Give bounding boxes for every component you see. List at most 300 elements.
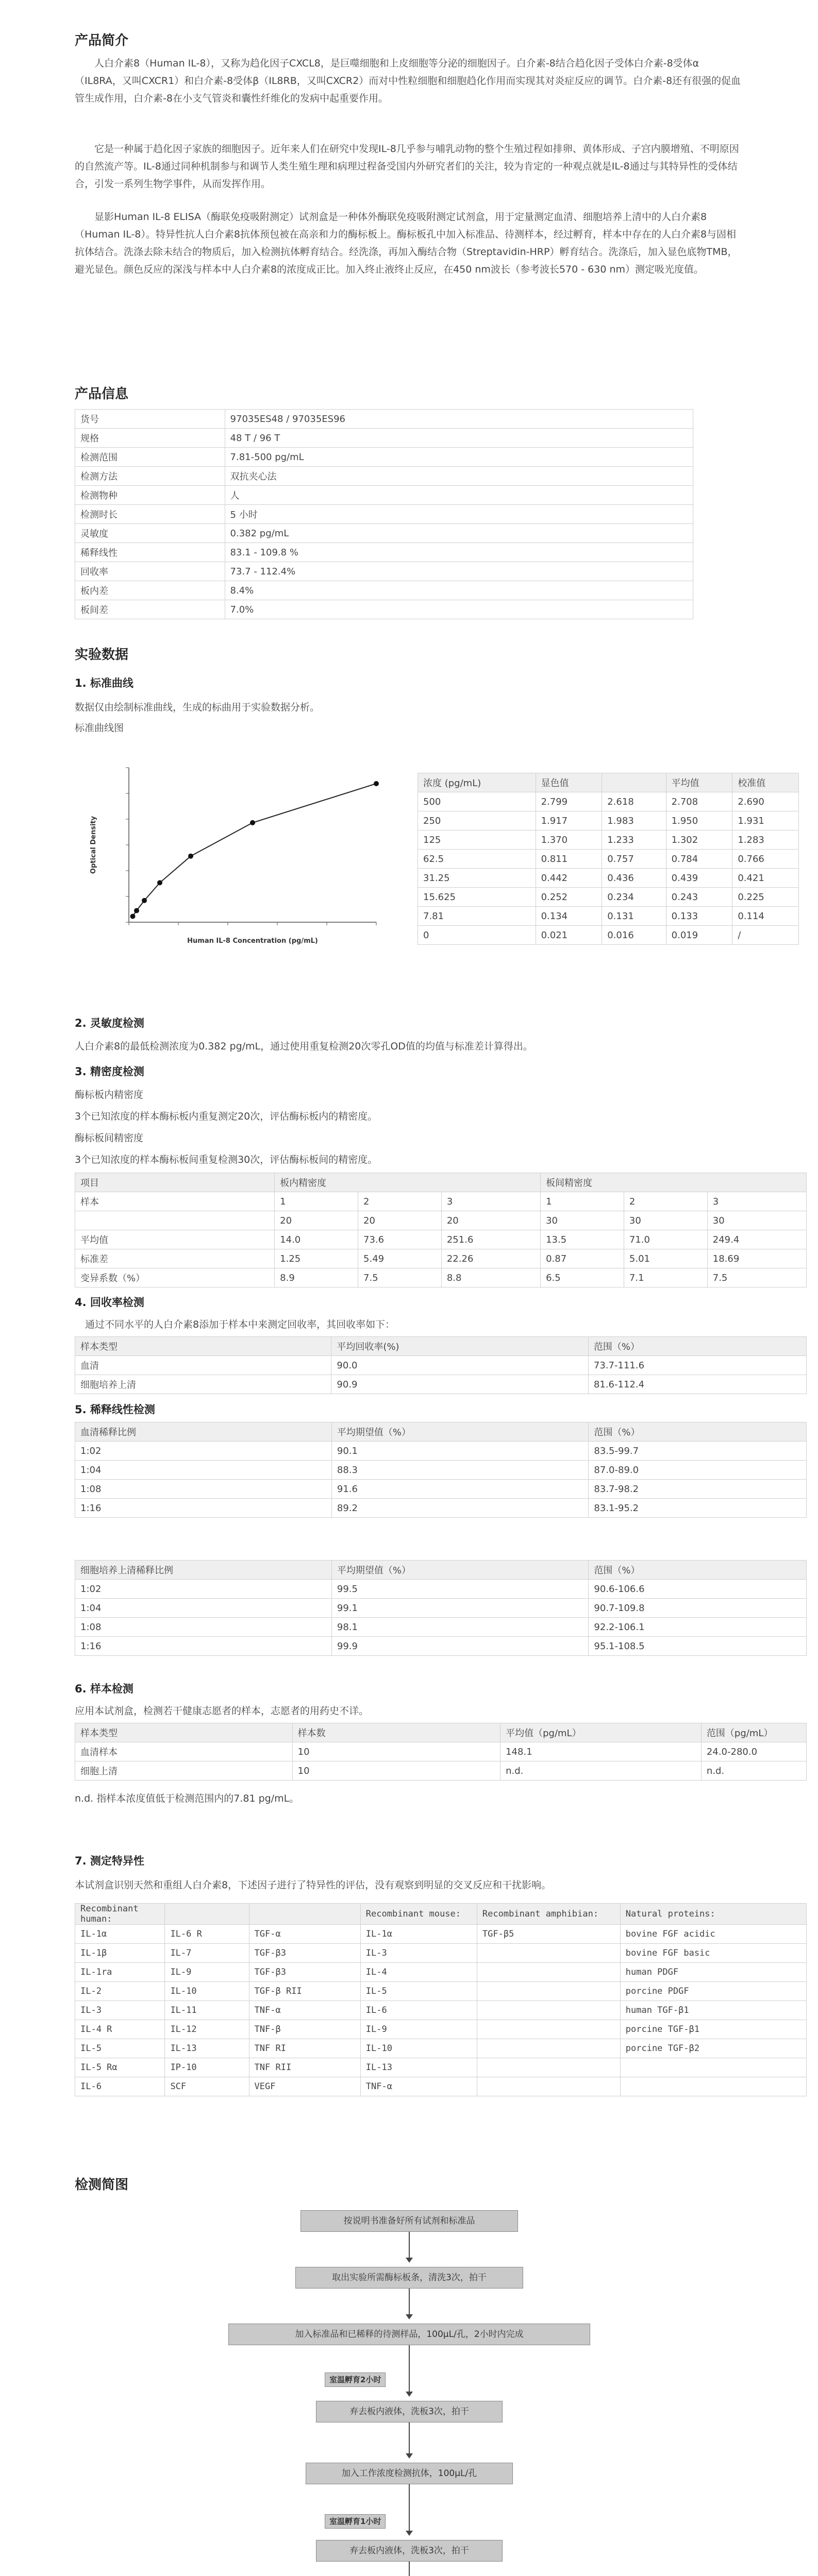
table-cell: 项目 xyxy=(75,1173,275,1192)
table-row xyxy=(75,486,693,505)
data-point xyxy=(188,854,193,859)
specificity-title: 7. 测定特异性 xyxy=(75,1855,144,1867)
table-cell xyxy=(602,773,666,792)
table-cell: 62.5 xyxy=(418,850,536,869)
table-cell: 5 小时 xyxy=(225,505,693,524)
table-cell: 148.1 xyxy=(500,1742,702,1761)
table-header-row xyxy=(75,1561,807,1580)
table-cell: bovine FGF acidic xyxy=(620,1925,806,1944)
table-cell: 0.225 xyxy=(732,888,799,907)
table-cell: 1.370 xyxy=(536,831,602,850)
standard-curve-table xyxy=(418,773,799,945)
table-cell xyxy=(477,2058,620,2077)
table-cell: 双抗夹心法 xyxy=(225,467,693,486)
table-row xyxy=(75,1268,807,1287)
table-cell: 校准值 xyxy=(732,773,799,792)
table-cell: 90.9 xyxy=(331,1375,589,1394)
table-row xyxy=(75,1480,807,1499)
table-row xyxy=(75,600,693,619)
std-curve-label: 标准曲线图 xyxy=(75,722,124,734)
data-point xyxy=(250,820,255,825)
table-row xyxy=(75,410,693,429)
table-cell: 板间差 xyxy=(75,600,225,619)
table-row xyxy=(75,1442,807,1461)
table-cell: 95.1-108.5 xyxy=(589,1637,807,1656)
std-curve-desc: 数据仅由绘制标准曲线，生成的标曲用于实验数据分析。 xyxy=(75,702,320,713)
table-cell: 88.3 xyxy=(331,1461,589,1480)
table-header-row xyxy=(75,1422,807,1442)
table-cell: 1:16 xyxy=(75,1637,332,1656)
sensitivity-desc: 人白介素8的最低检测浓度为0.382 pg/mL，通过使用重复检测20次零孔OD值的均值与标准差计算得出。 xyxy=(75,1041,533,1052)
table-row xyxy=(418,811,799,831)
table-row xyxy=(75,2039,807,2058)
table-cell: 125 xyxy=(418,831,536,850)
table-row xyxy=(418,792,799,811)
table-cell: 0.134 xyxy=(536,907,602,926)
flow-title: 检测简图 xyxy=(75,2177,129,2193)
table-cell: 0.442 xyxy=(536,869,602,888)
table-cell: 3 xyxy=(707,1192,806,1211)
table-cell: 板内精密度 xyxy=(275,1173,541,1192)
table-cell xyxy=(249,1904,360,1925)
table-cell: 0.766 xyxy=(732,850,799,869)
table-cell: / xyxy=(732,926,799,945)
table-cell: IL-7 xyxy=(165,1944,249,1963)
table-cell: 0.784 xyxy=(666,850,732,869)
table-row xyxy=(418,831,799,850)
table-cell: 0.252 xyxy=(536,888,602,907)
table-cell: 5.01 xyxy=(624,1249,707,1268)
table-cell: 细胞培养上清 xyxy=(75,1375,331,1394)
table-cell: IL-13 xyxy=(165,2039,249,2058)
table-header-row xyxy=(75,1337,807,1356)
table-cell: 249.4 xyxy=(707,1230,806,1249)
table-cell: 7.1 xyxy=(624,1268,707,1287)
table-cell: 18.69 xyxy=(707,1249,806,1268)
data-point xyxy=(157,880,162,885)
table-cell: 97035ES48 / 97035ES96 xyxy=(225,410,693,429)
table-cell: 范围（%） xyxy=(589,1561,807,1580)
table-cell: Natural proteins: xyxy=(620,1904,806,1925)
table-cell: porcine PDGF xyxy=(620,1982,806,2001)
table-row xyxy=(75,1230,807,1249)
table-cell: 31.25 xyxy=(418,869,536,888)
table-cell: 样本类型 xyxy=(75,1337,331,1356)
table-cell: 15.625 xyxy=(418,888,536,907)
table-cell: Recombinant human: xyxy=(75,1904,165,1925)
table-cell: 2.618 xyxy=(602,792,666,811)
table-cell: 稀释线性 xyxy=(75,543,225,562)
table-cell xyxy=(620,2077,806,2096)
table-cell: 0.87 xyxy=(541,1249,624,1268)
table-cell: IL-1α xyxy=(75,1925,165,1944)
table-header-row xyxy=(75,1723,807,1742)
table-cell: 范围（pg/mL） xyxy=(701,1723,806,1742)
table-cell: 1:16 xyxy=(75,1499,332,1518)
sample-table xyxy=(75,1723,807,1781)
table-row xyxy=(75,1618,807,1637)
table-row xyxy=(75,581,693,600)
recovery-table xyxy=(75,1336,807,1394)
specificity-desc: 本试剂盒识别天然和重组人白介素8，下述因子进行了特异性的评估，没有观察到明显的交叉反应和干扰影响。 xyxy=(75,1879,552,1891)
table-cell: VEGF xyxy=(249,2077,360,2096)
table-cell: 99.9 xyxy=(331,1637,589,1656)
table-cell: 90.0 xyxy=(331,1356,589,1375)
table-cell: 6.5 xyxy=(541,1268,624,1287)
table-cell: IL-12 xyxy=(165,2020,249,2039)
table-cell xyxy=(620,2058,806,2077)
table-cell: 83.1 - 109.8 % xyxy=(225,543,693,562)
data-point xyxy=(142,898,147,903)
table-cell: 71.0 xyxy=(624,1230,707,1249)
flow-step-2: 取出实验所需酶标板条，清洗3次，拍干 xyxy=(295,2267,523,2289)
precision-inter-desc: 3个已知浓度的样本酶标板间重复检测30次，评估酶标板间的精密度。 xyxy=(75,1154,378,1165)
table-row xyxy=(418,850,799,869)
flow-arrow-icon xyxy=(409,2562,410,2576)
table-cell: Recombinant mouse: xyxy=(360,1904,477,1925)
table-cell: 1.950 xyxy=(666,811,732,831)
table-cell: 0.133 xyxy=(666,907,732,926)
std-curve-title: 1. 标准曲线 xyxy=(75,677,133,689)
table-cell: TGF-β RII xyxy=(249,1982,360,2001)
table-cell: 货号 xyxy=(75,410,225,429)
table-row xyxy=(418,907,799,926)
table-cell: 回收率 xyxy=(75,562,225,581)
table-cell: 血清稀释比例 xyxy=(75,1422,332,1442)
table-cell: 细胞上清 xyxy=(75,1761,293,1781)
table-cell: SCF xyxy=(165,2077,249,2096)
table-cell: porcine TGF-β2 xyxy=(620,2039,806,2058)
table-cell: 5.49 xyxy=(358,1249,442,1268)
table-cell: IL-3 xyxy=(75,2001,165,2020)
table-cell: 0.382 pg/mL xyxy=(225,524,693,543)
table-cell: IL-5 xyxy=(75,2039,165,2058)
table-cell: 14.0 xyxy=(275,1230,358,1249)
sensitivity-title: 2. 灵敏度检测 xyxy=(75,1017,144,1029)
table-cell: 7.0% xyxy=(225,600,693,619)
table-row xyxy=(75,429,693,448)
table-cell: 30 xyxy=(541,1211,624,1230)
table-cell: 73.6 xyxy=(358,1230,442,1249)
table-cell: 48 T / 96 T xyxy=(225,429,693,448)
x-axis-label: Human IL-8 Concentration (pg/mL) xyxy=(187,937,318,945)
table-row xyxy=(75,1375,807,1394)
table-row xyxy=(75,1249,807,1268)
table-cell: 检测物种 xyxy=(75,486,225,505)
table-cell: 0.019 xyxy=(666,926,732,945)
table-cell: 0.114 xyxy=(732,907,799,926)
table-row xyxy=(75,1356,807,1375)
table-cell: 1.233 xyxy=(602,831,666,850)
precision-intra-desc: 3个已知浓度的样本酶标板内重复测定20次，评估酶标板内的精密度。 xyxy=(75,1111,378,1122)
table-cell: 87.0-89.0 xyxy=(589,1461,807,1480)
table-cell: TNF-α xyxy=(360,2077,477,2096)
table-cell: 8.8 xyxy=(441,1268,540,1287)
table-cell: 20 xyxy=(358,1211,442,1230)
flow-arrow-icon xyxy=(409,2289,410,2318)
table-row xyxy=(75,1761,807,1781)
table-cell: 标准差 xyxy=(75,1249,275,1268)
table-row xyxy=(75,562,693,581)
table-cell: 1.917 xyxy=(536,811,602,831)
sample-title: 6. 样本检测 xyxy=(75,1683,133,1695)
table-row xyxy=(75,448,693,467)
table-cell: 平均值（pg/mL） xyxy=(500,1723,702,1742)
table-cell: IL-1ra xyxy=(75,1963,165,1982)
table-cell: IL-6 R xyxy=(165,1925,249,1944)
table-cell: IL-1α xyxy=(360,1925,477,1944)
table-cell: IL-5 Rα xyxy=(75,2058,165,2077)
table-cell xyxy=(477,1963,620,1982)
dilution-title: 5. 稀释线性检测 xyxy=(75,1403,155,1416)
table-cell: IL-10 xyxy=(360,2039,477,2058)
table-cell: IL-3 xyxy=(360,1944,477,1963)
table-header-row xyxy=(418,773,799,792)
product-info-table xyxy=(75,409,693,619)
table-cell: 1:02 xyxy=(75,1580,332,1599)
flow-step-3: 加入标准品和已稀释的待测样品，100μL/孔，2小时内完成 xyxy=(228,2324,590,2345)
table-cell: 1:04 xyxy=(75,1599,332,1618)
flow-step-1: 按说明书准备好所有试剂和标准品 xyxy=(301,2210,518,2232)
precision-intra-label: 酶标板内精密度 xyxy=(75,1089,144,1100)
table-cell: IP-10 xyxy=(165,2058,249,2077)
sample-note: n.d. 指样本浓度值低于检测范围内的7.81 pg/mL。 xyxy=(75,1793,299,1804)
table-cell: 89.2 xyxy=(331,1499,589,1518)
flow-step-5: 加入工作浓度检测抗体，100μL/孔 xyxy=(306,2463,513,2484)
table-cell: 1:08 xyxy=(75,1618,332,1637)
table-cell xyxy=(477,1944,620,1963)
table-cell: 90.6-106.6 xyxy=(589,1580,807,1599)
table-cell: TNF RI xyxy=(249,2039,360,2058)
table-cell: 1 xyxy=(275,1192,358,1211)
table-cell: 83.7-98.2 xyxy=(589,1480,807,1499)
table-cell: 500 xyxy=(418,792,536,811)
table-cell: 0.234 xyxy=(602,888,666,907)
table-row xyxy=(75,2020,807,2039)
table-cell: 99.1 xyxy=(331,1599,589,1618)
table-cell: 0.131 xyxy=(602,907,666,926)
table-cell: 范围（%） xyxy=(588,1337,806,1356)
table-cell: 细胞培养上清稀释比例 xyxy=(75,1561,332,1580)
flow-step-4: 弃去板内液体，洗板3次，拍干 xyxy=(316,2401,503,2422)
table-cell: 0.436 xyxy=(602,869,666,888)
table-cell: 81.6-112.4 xyxy=(588,1375,806,1394)
table-cell: 30 xyxy=(624,1211,707,1230)
table-cell: 7.81-500 pg/mL xyxy=(225,448,693,467)
table-cell: 检测时长 xyxy=(75,505,225,524)
table-cell: IL-4 R xyxy=(75,2020,165,2039)
table-row xyxy=(75,1637,807,1656)
table-cell: 平均期望值（%） xyxy=(331,1422,589,1442)
recovery-desc: 通过不同水平的人白介素8添加于样本中来测定回收率，其回收率如下： xyxy=(85,1319,395,1330)
flow-step-6: 弃去板内液体，洗板3次，拍干 xyxy=(316,2540,503,2562)
table-row xyxy=(75,1963,807,1982)
table-cell: 血清 xyxy=(75,1356,331,1375)
intro-paragraph-2: 它是一种属于趋化因子家族的细胞因子。近年来人们在研究中发现IL-8几乎参与哺乳动物的整个生殖过程如排卵、黄体形成、子宫内膜增殖、不明原因的自然流产等。IL-8通过同种机制参与和调节人类生殖生理和病理过程备受国内外研究者们的关注，较为肯定的一种观点就是IL-8通过与其特异性的受体结合，引发一系列生物学事件，从而发挥作用。 xyxy=(75,143,739,190)
table-cell: 检测方法 xyxy=(75,467,225,486)
table-cell: 7.81 xyxy=(418,907,536,926)
table-cell xyxy=(477,2039,620,2058)
table-cell: 规格 xyxy=(75,429,225,448)
table-cell: 83.5-99.7 xyxy=(589,1442,807,1461)
table-row xyxy=(75,1925,807,1944)
table-cell: TNF RII xyxy=(249,2058,360,2077)
table-cell: 0.243 xyxy=(666,888,732,907)
table-cell: 0.811 xyxy=(536,850,602,869)
table-cell: IL-5 xyxy=(360,1982,477,2001)
flow-arrow-icon xyxy=(409,2345,410,2396)
table-cell: 检测范围 xyxy=(75,448,225,467)
table-cell: 板内差 xyxy=(75,581,225,600)
table-cell: 250 xyxy=(418,811,536,831)
table-cell: 20 xyxy=(275,1211,358,1230)
flow-incubation-note: 室温孵育1小时 xyxy=(325,2514,386,2529)
table-cell: IL-11 xyxy=(165,2001,249,2020)
table-cell: 24.0-280.0 xyxy=(701,1742,806,1761)
table-cell: 73.7-111.6 xyxy=(588,1356,806,1375)
table-cell: IL-10 xyxy=(165,1982,249,2001)
table-cell: 10 xyxy=(292,1742,500,1761)
table-row xyxy=(75,1944,807,1963)
flow-incubation-note: 室温孵育2小时 xyxy=(325,2372,386,2387)
table-cell: 22.26 xyxy=(441,1249,540,1268)
table-cell: TGF-β3 xyxy=(249,1963,360,1982)
table-cell: 7.5 xyxy=(358,1268,442,1287)
table-cell: 2 xyxy=(358,1192,442,1211)
standard-curve-chart xyxy=(75,742,394,958)
precision-table xyxy=(75,1173,807,1287)
table-cell: IL-9 xyxy=(360,2020,477,2039)
intro-title: 产品简介 xyxy=(75,33,129,48)
sample-desc: 应用本试剂盒，检测若干健康志愿者的样本，志愿者的用药史不详。 xyxy=(75,1705,369,1717)
table-cell: 7.5 xyxy=(707,1268,806,1287)
specificity-table xyxy=(75,1903,807,2096)
table-cell: 8.4% xyxy=(225,581,693,600)
table-cell: 3 xyxy=(441,1192,540,1211)
table-cell: 0.021 xyxy=(536,926,602,945)
table-cell: 范围（%） xyxy=(589,1422,807,1442)
table-header-row xyxy=(75,1173,807,1192)
table-cell: IL-1β xyxy=(75,1944,165,1963)
table-cell: IL-9 xyxy=(165,1963,249,1982)
table-cell: 90.7-109.8 xyxy=(589,1599,807,1618)
table-cell: 样本类型 xyxy=(75,1723,293,1742)
table-cell: TGF-β3 xyxy=(249,1944,360,1963)
table-cell: IL-4 xyxy=(360,1963,477,1982)
table-cell: 平均回收率(%) xyxy=(331,1337,589,1356)
table-cell: 8.9 xyxy=(275,1268,358,1287)
table-row xyxy=(75,1211,807,1230)
table-cell: IL-6 xyxy=(75,2077,165,2096)
table-row xyxy=(75,524,693,543)
table-cell: TGF-α xyxy=(249,1925,360,1944)
table-cell: 2 xyxy=(624,1192,707,1211)
recovery-title: 4. 回收率检测 xyxy=(75,1296,144,1309)
intro-paragraph-1: 人白介素8（Human IL-8），又称为趋化因子CXCL8，是巨噬细胞和上皮细胞等分泌的细胞因子。白介素-8结合趋化因子受体白介素-8受体α（IL8RA，又叫CXCR1）和白介素-8受体β（IL8RB，又叫CXCR2）而对中性粒细胞和细胞趋化作用而实现其对炎症反应的调节。白介素-8还有很强的促血管生成作用，白介素-8在小支气管炎和囊性纤维化的发病中起重要作用。 xyxy=(75,58,741,104)
table-cell: 10 xyxy=(292,1761,500,1781)
table-cell: 变异系数（%） xyxy=(75,1268,275,1287)
table-cell: TGF-β5 xyxy=(477,1925,620,1944)
table-cell: 0 xyxy=(418,926,536,945)
table-cell: 1.931 xyxy=(732,811,799,831)
flow-arrow-icon xyxy=(409,2232,410,2262)
table-cell: human TGF-β1 xyxy=(620,2001,806,2020)
table-cell: 98.1 xyxy=(331,1618,589,1637)
table-cell: 1:02 xyxy=(75,1442,332,1461)
table-cell: human PDGF xyxy=(620,1963,806,1982)
table-cell: IL-13 xyxy=(360,2058,477,2077)
table-cell: 99.5 xyxy=(331,1580,589,1599)
table-cell: 血清样本 xyxy=(75,1742,293,1761)
table-cell: 73.7 - 112.4% xyxy=(225,562,693,581)
table-cell: 平均值 xyxy=(666,773,732,792)
flow-arrow-icon xyxy=(409,2422,410,2458)
experiment-title: 实验数据 xyxy=(75,647,129,663)
table-cell: 1:08 xyxy=(75,1480,332,1499)
fit-line xyxy=(132,784,376,917)
table-cell: 0.421 xyxy=(732,869,799,888)
table-cell: 显色值 xyxy=(536,773,602,792)
table-cell: 0.757 xyxy=(602,850,666,869)
table-cell: 1:04 xyxy=(75,1461,332,1480)
table-cell: 2.708 xyxy=(666,792,732,811)
table-cell: 板间精密度 xyxy=(541,1173,807,1192)
table-cell xyxy=(477,1982,620,2001)
table-row xyxy=(75,1599,807,1618)
table-cell: 0.439 xyxy=(666,869,732,888)
table-row xyxy=(75,505,693,524)
table-row xyxy=(75,2058,807,2077)
table-row xyxy=(75,2001,807,2020)
table-cell: 1.283 xyxy=(732,831,799,850)
table-cell xyxy=(165,1904,249,1925)
table-row xyxy=(418,926,799,945)
table-cell xyxy=(477,2077,620,2096)
table-cell: IL-2 xyxy=(75,1982,165,2001)
precision-inter-label: 酶标板间精密度 xyxy=(75,1132,144,1144)
table-cell: 灵敏度 xyxy=(75,524,225,543)
table-cell: n.d. xyxy=(701,1761,806,1781)
table-cell xyxy=(477,2020,620,2039)
dilution-supernatant-table xyxy=(75,1560,807,1656)
table-row xyxy=(75,1499,807,1518)
dilution-serum-table xyxy=(75,1422,807,1518)
table-cell: 83.1-95.2 xyxy=(589,1499,807,1518)
table-row xyxy=(75,1580,807,1599)
table-cell: 251.6 xyxy=(441,1230,540,1249)
intro-paragraph-3: 显影Human IL-8 ELISA（酶联免疫吸附测定）试剂盒是一种体外酶联免疫吸附测定试剂盒，用于定量测定血清、细胞培养上清中的人白介素8（Human IL-8）。特异性抗人白介素8抗体预包被在高亲和力的酶标板上。酶标板孔中加入标准品、待测样本，经过孵育，样本中存在的人白介素8与固相抗体结合。洗涤去除未结合的物质后，加入检测抗体孵育结合。经洗涤，再加入酶结合物（Streptavidin-HRP）孵育结合。洗涤后，加入显色底物TMB，避光显色。颜色反应的深浅与样本中人白介素8的浓度成正比。加入终止液终止反应，在450 nm波长（参考波长570 - 630 nm）测定吸光度值。 xyxy=(75,211,738,275)
precision-title: 3. 精密度检测 xyxy=(75,1065,144,1078)
table-row xyxy=(75,2077,807,2096)
info-title: 产品信息 xyxy=(75,386,129,402)
table-cell: 2.690 xyxy=(732,792,799,811)
table-cell: 0.016 xyxy=(602,926,666,945)
table-cell: Recombinant amphibian: xyxy=(477,1904,620,1925)
table-cell: 90.1 xyxy=(331,1442,589,1461)
table-cell: TNF-α xyxy=(249,2001,360,2020)
flow-arrow-icon xyxy=(409,2484,410,2535)
table-cell: bovine FGF basic xyxy=(620,1944,806,1963)
data-point xyxy=(130,914,135,919)
table-cell xyxy=(477,2001,620,2020)
table-cell: 浓度 (pg/mL) xyxy=(418,773,536,792)
table-cell: IL-6 xyxy=(360,2001,477,2020)
table-cell: porcine TGF-β1 xyxy=(620,2020,806,2039)
table-row xyxy=(75,467,693,486)
table-cell: n.d. xyxy=(500,1761,702,1781)
table-cell xyxy=(75,1211,275,1230)
data-point xyxy=(134,908,139,913)
